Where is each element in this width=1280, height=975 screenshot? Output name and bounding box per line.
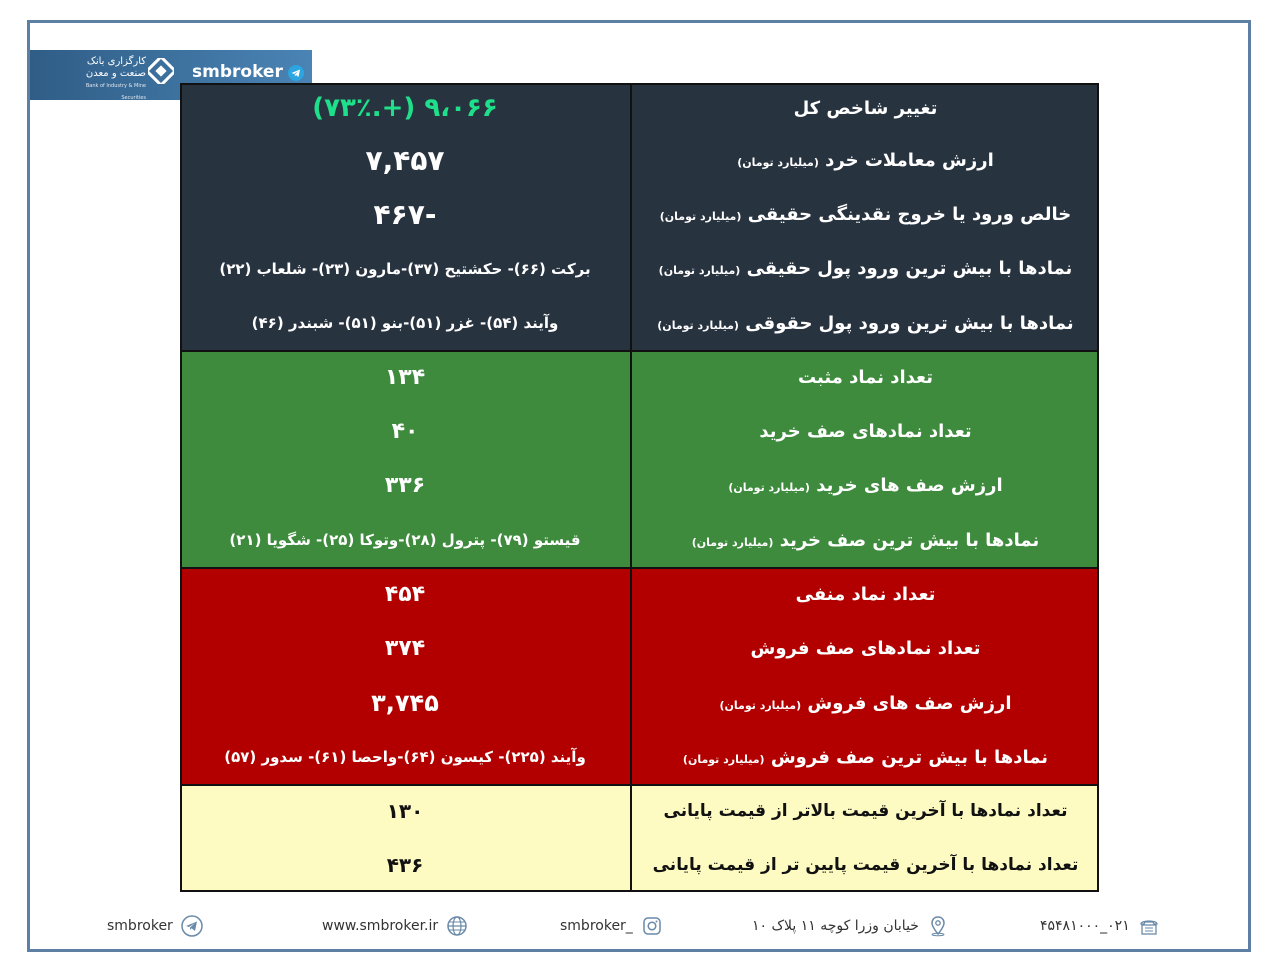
globe-icon — [446, 915, 468, 937]
phone-number: ۰۲۱_۴۵۴۸۱۰۰۰ — [1040, 918, 1130, 934]
logo-line2: صنعت و معدن — [85, 68, 146, 79]
table-row — [180, 567, 1099, 621]
value-sell-queue-count: ۳۷۴ — [384, 636, 426, 661]
website-url: www.smbroker.ir — [322, 918, 439, 934]
value-top-real-inflow: برکت (۶۶)- حکشتیح (۳۷)-مارون (۲۳)- شلعاب (۲۲) — [219, 259, 591, 278]
instagram-handle: smbroker_ — [560, 918, 633, 934]
footer-phone — [1040, 912, 1160, 940]
row-value-cell — [180, 83, 631, 133]
table-row — [180, 83, 1099, 133]
row-label-cell — [631, 83, 1099, 133]
table-row — [180, 730, 1099, 784]
label-retail-value: ارزش معاملات خرد — [825, 149, 994, 171]
section-divider — [180, 350, 1099, 352]
section-divider — [180, 784, 1099, 786]
footer-instagram[interactable] — [560, 912, 663, 940]
table-row — [180, 187, 1099, 241]
value-net-flow: -۴۶۷ — [373, 197, 437, 231]
label-index-change: تغییر شاخص کل — [793, 97, 938, 119]
address-text: خیابان وزرا کوچه ۱۱ پلاک ۱۰ — [752, 918, 919, 934]
table-row — [180, 296, 1099, 350]
value-negative-count: ۴۵۴ — [384, 581, 426, 607]
value-positive-count: ۱۳۴ — [384, 364, 426, 390]
label-negative-count: تعداد نماد منفی — [795, 583, 936, 605]
value-buy-queue-value: ۳۳۶ — [384, 473, 426, 498]
value-sell-queue-value: ۳,۷۴۵ — [371, 689, 439, 717]
table-row — [180, 676, 1099, 730]
telegram-handle: smbroker — [107, 918, 173, 934]
telegram-icon[interactable] — [288, 65, 304, 81]
footer-address — [752, 912, 949, 940]
table-row — [180, 513, 1099, 567]
label-buy-queue-value: ارزش صف های خرید — [816, 475, 1003, 496]
label-buy-queue-count: تعداد نمادهای صف خرید — [759, 420, 972, 442]
table-row — [180, 838, 1099, 892]
bank-logo-icon — [148, 58, 174, 84]
label-sell-queue-count: تعداد نمادهای صف فروش — [750, 638, 981, 659]
value-top-sell-queue: وآیند (۲۲۵)- کیسون (۶۴)-واحصا (۶۱)- سدور (۵۷) — [224, 748, 586, 766]
table-row — [180, 350, 1099, 404]
label-top-sell-queue: نمادها با بیش ترین صف فروش — [770, 746, 1049, 768]
footer-website[interactable] — [322, 912, 468, 940]
table-row — [180, 241, 1099, 296]
unit-label: (میلیارد تومان) — [691, 535, 774, 549]
brand-name: smbroker — [192, 62, 283, 82]
unit-label: (میلیارد تومان) — [728, 481, 810, 494]
unit-label: (میلیارد تومان) — [659, 209, 742, 223]
label-positive-count: تعداد نماد مثبت — [798, 366, 933, 388]
phone-icon — [1138, 915, 1160, 937]
table-row — [180, 404, 1099, 458]
value-buy-queue-count: ۴۰ — [391, 418, 419, 444]
label-top-buy-queue: نمادها با بیش ترین صف خرید — [779, 529, 1040, 551]
label-top-legal-inflow: نمادها با بیش ترین ورود پول حقوقی — [745, 312, 1074, 334]
footer-telegram[interactable] — [107, 912, 203, 940]
unit-label: (میلیارد تومان) — [719, 698, 802, 712]
label-top-real-inflow: نمادها با بیش ترین ورود پول حقیقی — [746, 258, 1073, 279]
label-sell-queue-value: ارزش صف های فروش — [807, 692, 1012, 714]
telegram-icon — [181, 915, 203, 937]
label-below-close: تعداد نمادها با آخرین قیمت پایین تر از قیمت پایانی — [652, 855, 1079, 875]
value-retail-value: ۷,۴۵۷ — [365, 143, 445, 177]
unit-label: (میلیارد تومان) — [737, 155, 819, 169]
instagram-icon — [641, 915, 663, 937]
location-pin-icon — [927, 915, 949, 937]
bank-logo-text — [66, 56, 146, 104]
unit-label: (میلیارد تومان) — [682, 752, 765, 766]
table-row — [180, 621, 1099, 676]
label-above-close: تعداد نمادها با آخرین قیمت بالاتر از قیمت پایانی — [663, 801, 1068, 821]
value-above-close: ۱۳۰ — [386, 799, 424, 823]
value-top-buy-queue: قیستو (۷۹)- پترول (۲۸)-وتوکا (۲۵)- شگویا (۲۱) — [229, 531, 581, 549]
value-top-legal-inflow: وآیند (۵۴)- غزر (۵۱)-بنو (۵۱)- شبندر (۴۶) — [251, 314, 559, 332]
logo-line1: کارگزاری بانک — [86, 56, 146, 67]
unit-label: (میلیارد تومان) — [658, 264, 741, 277]
value-index-change: ۹،۰۶۶ (+.۷۳٪) — [312, 93, 498, 123]
unit-label: (میلیارد تومان) — [657, 318, 739, 332]
section-divider — [180, 567, 1099, 569]
market-summary-table — [180, 83, 1099, 892]
table-row — [180, 458, 1099, 513]
table-row — [180, 784, 1099, 838]
label-net-flow: خالص ورود یا خروج نقدینگی حقیقی — [747, 203, 1072, 225]
value-below-close: ۴۳۶ — [386, 853, 424, 877]
table-row — [180, 133, 1099, 187]
logo-subtitle: Bank of Industry & Mine Securities — [85, 83, 146, 101]
